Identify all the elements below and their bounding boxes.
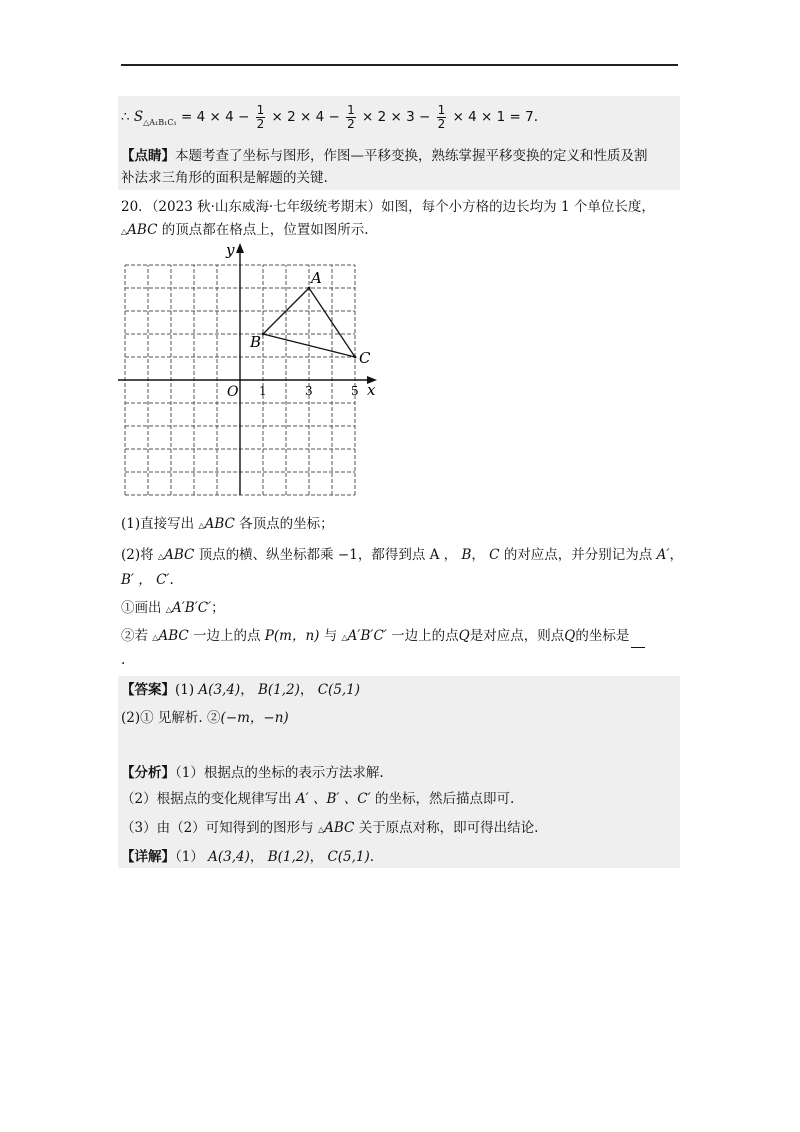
x-tick-label: 5	[351, 384, 359, 398]
answer-2-text: 见解析.	[157, 710, 203, 726]
triangle-symbol: △	[341, 633, 348, 642]
triangle-name: ABC	[127, 222, 158, 238]
analysis-line-1	[121, 763, 384, 783]
comment-text-1: 本题考查了坐标与图形，作图—平移变换，熟练掌握平移变换的定义和性质及割	[175, 148, 648, 164]
question-line-1	[121, 197, 655, 217]
sub2-dot: .	[121, 652, 126, 668]
point-B-prime: B′ ，	[121, 572, 152, 588]
answer-2-second: ②	[207, 710, 221, 726]
part1-text-a: (1)直接写出	[121, 516, 195, 532]
answer-line-1	[121, 680, 360, 700]
triangle-name: ABC	[204, 516, 235, 532]
sub2-text-c: 与	[323, 628, 338, 644]
vertex-label-B: B	[250, 333, 262, 351]
triangle-ABC	[263, 288, 355, 357]
vertex-B	[262, 333, 265, 336]
term-2: × 2 × 4 −	[271, 109, 340, 125]
top-rule	[121, 64, 678, 66]
answer-2-value: (−m，−n)	[220, 710, 289, 726]
triangle-symbol: △	[165, 605, 172, 614]
analysis-line-3	[121, 818, 538, 840]
detail-sep: ，	[309, 849, 324, 865]
triangle-symbol: △	[157, 552, 165, 561]
answer-2-prefix: (2)①	[121, 710, 154, 726]
answer-point-B: B(1,2)	[257, 682, 300, 698]
point-Q: Q	[458, 628, 470, 644]
point-Q-2: Q	[564, 628, 576, 644]
question-source: （2023 秋·山东威海·七年级统考期末）	[151, 199, 382, 215]
part2-comma-2: ，	[669, 547, 683, 563]
term-4: × 4 × 1 = 7	[452, 109, 534, 125]
answer-sep: ，	[240, 682, 254, 698]
analysis-text-3a: （3）由（2）可知得到的图形与	[121, 820, 314, 836]
origin-label: O	[227, 384, 239, 400]
answer-line-2	[121, 708, 289, 728]
triangle-prime-name: A′B′C′	[171, 600, 212, 616]
fraction-half-3: $\frac{1}{2}$	[437, 103, 446, 131]
y-axis-label: y	[226, 241, 235, 259]
comment-tag: 【点睛】	[121, 148, 175, 164]
x-tick-label: 1	[259, 384, 267, 398]
vertex-A	[308, 287, 311, 290]
analysis-points: A′ 、B′ 、C′	[295, 791, 371, 807]
part1-line	[121, 514, 334, 536]
x-tick-label: 3	[305, 384, 313, 398]
detail-point-B: B(1,2)	[267, 849, 310, 865]
sub1-line	[121, 598, 225, 620]
detail-end: .	[369, 849, 375, 865]
part1-text-b: 各顶点的坐标；	[239, 516, 334, 532]
vertex-label-A: A	[311, 269, 322, 287]
point-P: P(m，n)	[264, 628, 320, 644]
point-A-prime: A′	[656, 547, 670, 563]
triangle-symbol: △	[317, 825, 325, 834]
equals-sign: =	[181, 109, 193, 125]
part2-text-d: 的对应点，并分别记为点	[503, 547, 653, 563]
analysis-text-3b: 关于原点对称，即可得出结论.	[358, 820, 539, 836]
detail-prefix: （1）	[175, 849, 204, 865]
area-subscript: △A₁B₁C₁	[143, 118, 177, 127]
analysis-text-2a: （2）根据点的变化规律写出	[121, 791, 292, 807]
fraction-half-1: $\frac{1}{2}$	[256, 103, 265, 131]
part2-text-a: (2)将	[121, 547, 154, 563]
question-number: 20．	[121, 199, 152, 215]
part2-line-1	[121, 545, 683, 567]
vertex-label-C: C	[359, 349, 371, 367]
analysis-text-2b: 的坐标，然后描点即可.	[374, 791, 515, 807]
triangle-name: ABC	[158, 628, 189, 644]
comment-line-2	[121, 168, 328, 188]
detail-point-C: C(5,1)	[327, 849, 370, 865]
triangle-prime-name: A′B′C′	[347, 628, 387, 644]
sub2-dot-line	[121, 650, 125, 670]
analysis-text-1: （1）根据点的坐标的表示方法求解.	[175, 765, 384, 781]
analysis-tag: 【分析】	[121, 765, 175, 781]
sub2-text-a: ②若	[121, 628, 148, 644]
triangle-name: ABC	[164, 547, 195, 563]
fraction-half-2: $\frac{1}{2}$	[347, 103, 355, 131]
part2-comma: ，	[471, 547, 485, 563]
question-text-2: 的顶点都在格点上，位置如图所示.	[161, 222, 369, 238]
detail-sep: ，	[249, 849, 264, 865]
question-text-1: 如图，每个小方格的边长均为 1 个单位长度，	[381, 199, 655, 215]
area-formula-line	[121, 104, 538, 133]
analysis-line-2	[121, 789, 514, 809]
part2-line-2	[121, 570, 174, 590]
detail-line-1	[121, 847, 374, 867]
point-B-label: B	[461, 547, 472, 563]
point-C-prime: C′	[156, 572, 170, 588]
answer-point-A: A(3,4)	[198, 682, 241, 698]
coordinate-grid-figure	[118, 237, 388, 502]
vertex-C	[354, 356, 357, 359]
answer-tag: 【答案】	[121, 682, 175, 698]
answer-blank	[631, 633, 645, 648]
triangle-symbol: △	[198, 521, 205, 530]
term-1: 4 × 4 −	[196, 109, 250, 125]
area-symbol: S	[133, 109, 144, 125]
detail-point-A: A(3,4)	[208, 849, 250, 865]
term-3: × 2 × 3 −	[362, 109, 431, 125]
triangle-symbol: △	[121, 227, 128, 236]
sub2-text-e: 是对应点，则点	[469, 628, 565, 644]
answer-point-C: C(5,1)	[317, 682, 361, 698]
point-C-label: C	[489, 547, 500, 563]
sub2-text-b: 一边上的点	[193, 628, 261, 644]
triangle-name: ABC	[324, 820, 355, 836]
comment-text-2: 补法求三角形的面积是解题的关键.	[121, 170, 328, 186]
line-end: .	[533, 109, 539, 125]
part2-text-b: 顶点的横、纵坐标都乘 −1，都得到点 A ，	[198, 547, 458, 563]
triangle-symbol: △	[152, 633, 159, 642]
sub2-text-d: 一边上的点	[391, 628, 459, 644]
part2-period: .	[169, 572, 174, 588]
answer-1-prefix: (1)	[175, 682, 195, 698]
sub1-text-b: ；	[211, 600, 225, 616]
sub2-text-f: 的坐标是	[575, 628, 630, 644]
detail-tag: 【详解】	[121, 849, 175, 865]
y-axis-arrow-icon	[236, 243, 244, 253]
answer-sep: ，	[299, 682, 314, 698]
x-axis-label: x	[367, 381, 376, 399]
sub1-text-a: ①画出	[121, 600, 162, 616]
therefore-symbol: ∴	[121, 109, 130, 125]
sub2-line	[121, 626, 645, 648]
comment-line-1	[121, 146, 648, 166]
